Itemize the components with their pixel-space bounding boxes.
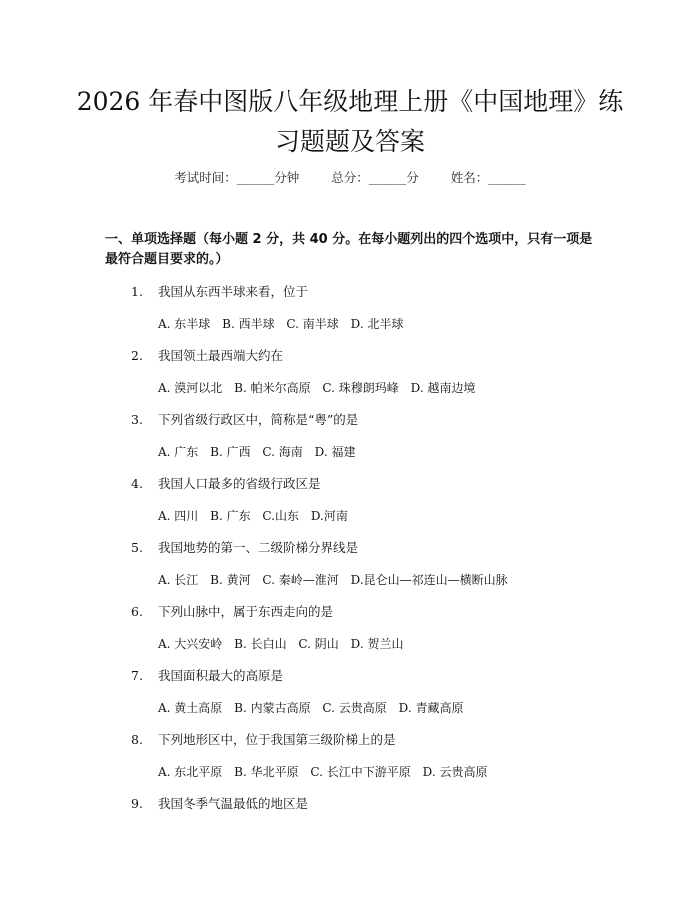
- option-d: D. 越南边境: [410, 381, 476, 395]
- option-a: A. 大兴安岭: [158, 637, 223, 651]
- option-a: A. 东北平原: [158, 765, 223, 779]
- option-c: C. 长江中下游平原: [310, 765, 411, 779]
- question-number: 2.: [131, 348, 143, 363]
- option-a: A. 东半球: [158, 317, 211, 331]
- option-d: D.昆仑山—祁连山—横断山脉: [350, 573, 508, 587]
- option-a: A. 黄土高原: [158, 701, 223, 715]
- question-number: 1.: [131, 284, 143, 299]
- option-c: C. 秦岭—淮河: [262, 573, 339, 587]
- question-stem: 我国领土最西端大约在: [158, 348, 284, 363]
- option-d: D. 北半球: [350, 317, 404, 331]
- option-c: C. 海南: [262, 445, 303, 459]
- question-stem: 我国从东西半球来看，位于: [158, 284, 309, 299]
- question-2: [131, 346, 651, 366]
- question-6: [131, 602, 651, 622]
- option-b: B. 帕米尔高原: [234, 381, 311, 395]
- question-number: 8.: [131, 732, 143, 747]
- question-stem: 我国面积最大的高原是: [158, 668, 284, 683]
- section-heading: 一、单项选择题（每小题 2 分，共 40 分。在每小题列出的四个选项中，只有一项是最符合题目要求的。）: [105, 232, 593, 267]
- question-4: [131, 474, 651, 494]
- option-d: D. 云贵高原: [422, 765, 488, 779]
- question-8: [131, 730, 651, 750]
- option-b: B. 长白山: [234, 637, 287, 651]
- question-stem: 下列地形区中，位于我国第三级阶梯上的是: [158, 732, 396, 747]
- option-a: A. 漠河以北: [158, 381, 223, 395]
- question-number: 3.: [131, 412, 143, 427]
- question-3-options: [158, 442, 658, 462]
- option-c: C. 珠穆朗玛峰: [322, 381, 399, 395]
- option-c: C. 南半球: [286, 317, 339, 331]
- question-5: [131, 538, 651, 558]
- option-b: B. 内蒙古高原: [234, 701, 311, 715]
- option-b: B. 华北平原: [234, 765, 299, 779]
- question-1-options: [158, 314, 658, 334]
- question-7-options: [158, 698, 658, 718]
- question-number: 7.: [131, 668, 143, 683]
- option-d: D. 青藏高原: [398, 701, 464, 715]
- question-9: [131, 794, 651, 814]
- question-stem: 下列山脉中，属于东西走向的是: [158, 604, 334, 619]
- option-d: D. 福建: [314, 445, 356, 459]
- option-a: A. 四川: [158, 509, 199, 523]
- option-c: C. 云贵高原: [322, 701, 387, 715]
- option-c: C. 阴山: [298, 637, 339, 651]
- question-6-options: [158, 634, 658, 654]
- question-8-options: [158, 762, 658, 782]
- question-stem: 下列省级行政区中，简称是“粤”的是: [158, 412, 359, 427]
- option-b: B. 西半球: [222, 317, 275, 331]
- question-stem: 我国冬季气温最低的地区是: [158, 796, 309, 811]
- option-a: A. 长江: [158, 573, 199, 587]
- option-c: C.山东: [262, 509, 299, 523]
- question-stem: 我国人口最多的省级行政区是: [158, 476, 321, 491]
- option-b: B. 黄河: [210, 573, 251, 587]
- option-a: A. 广东: [158, 445, 199, 459]
- exam-info: [0, 168, 700, 186]
- option-d: D.河南: [310, 509, 348, 523]
- option-b: B. 广西: [210, 445, 251, 459]
- student-name: 姓名：______: [450, 170, 526, 185]
- question-2-options: [158, 378, 658, 398]
- question-number: 9.: [131, 796, 143, 811]
- question-3: [131, 410, 651, 430]
- exam-time: 考试时间：______分钟: [174, 170, 300, 185]
- document-title: 2026 年春中图版八年级地理上册《中国地理》练习题题及答案: [76, 87, 624, 156]
- question-stem: 我国地势的第一、二级阶梯分界线是: [158, 540, 359, 555]
- question-1: [131, 282, 651, 302]
- question-number: 4.: [131, 476, 143, 491]
- question-number: 6.: [131, 604, 143, 619]
- exam-score: 总分：______分: [331, 170, 419, 185]
- question-5-options: [158, 570, 658, 590]
- question-7: [131, 666, 651, 686]
- question-number: 5.: [131, 540, 143, 555]
- option-b: B. 广东: [210, 509, 251, 523]
- option-d: D. 贺兰山: [350, 637, 404, 651]
- question-4-options: [158, 506, 658, 526]
